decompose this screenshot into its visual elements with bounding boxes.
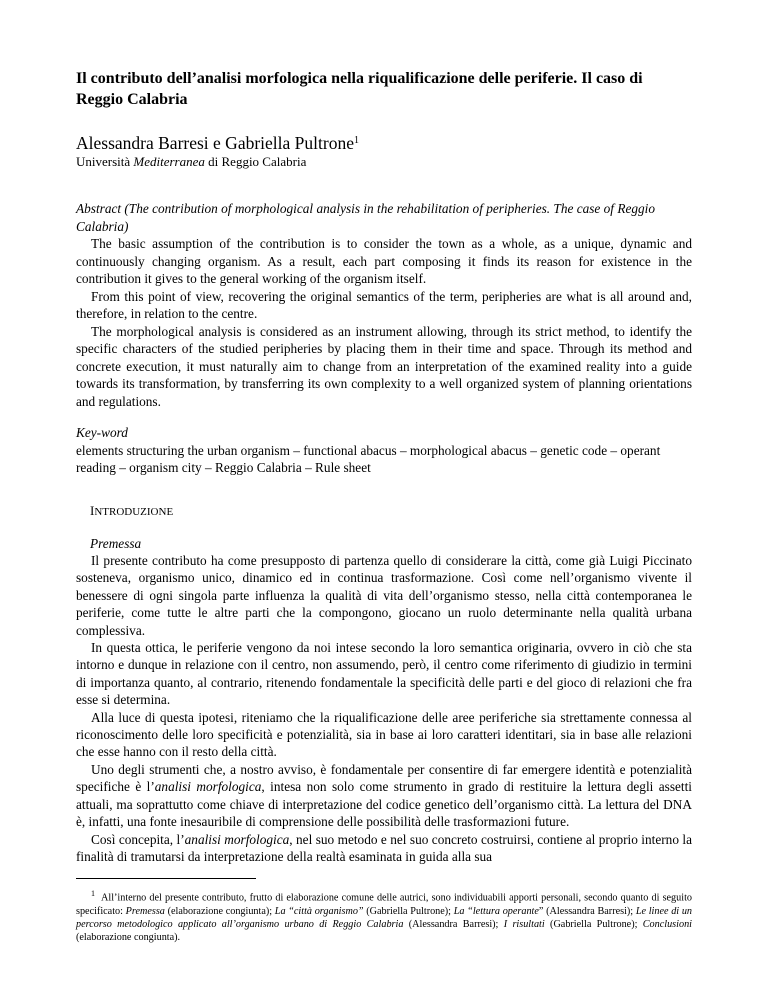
body-paragraph: Il presente contributo ha come presupposto di partenza quello di considerare la città, come già Luigi Piccinato sosteneva, organismo unico, dinamico ed in continua trasformazione. Così come nell’organismo vivente il benessere di ogni singola parte influenza la qualità di vita dell’organismo stesso, nella città contemporanea le periferie, come tutte le altre parti che la compongono, giocano un ruolo determinante nella qualità urbana complessiva. (76, 553, 692, 638)
section-heading-cap: I (90, 502, 95, 518)
body-text-run: , nel suo metodo e nel suo concreto costruirsi, contiene al proprio interno la finalità di tramutarsi da interpretazione della realtà esaminata in guida alla sua (76, 831, 692, 864)
footnote-run: (elaborazione congiunta). (76, 932, 181, 943)
affiliation-italic: Mediterranea (133, 154, 205, 169)
body-paragraph: Alla luce di questa ipotesi, riteniamo che la riqualificazione delle aree periferiche sia strettamente connessa al riconoscimento delle loro specificità e potenzialità, sia in base ai loro caratteri identitari, sia in base alle relazioni che esse hanno con il resto della città. (76, 709, 692, 760)
footnote-run: (Gabriella Pultrone); (544, 918, 643, 930)
footnote-mark: 1 (91, 889, 95, 898)
footnote-italic-run: La “lettura operante (453, 905, 539, 917)
body-italic-run: analisi morfologica (154, 779, 262, 795)
footnote-italic-run: La “città organismo” (274, 905, 364, 917)
footnote-italic-run: I risultati (503, 918, 545, 930)
body-paragraph: In questa ottica, le periferie vengono da noi intese secondo la loro semantica originaria, ovvero in ciò che sta intorno e dunque in relazione con il centro, non assumendo, però, il centro come riferimento di giudizio in termini di importanza quanto, al contrario, ritenendo fondamentale la specificità delle parti e del gioco di relazioni che fra esse si determina. (76, 640, 692, 708)
affiliation (76, 154, 692, 170)
abstract-title: Abstract (The contribution of morphological analysis in the rehabilitation of peripheries. The case of Reggio Calabria) (76, 201, 655, 234)
footnote-run: (Gabriella Pultrone); (363, 905, 454, 917)
subsection-heading: Premessa (90, 535, 142, 551)
body-paragraph (76, 831, 692, 866)
abstract-paragraph: From this point of view, recovering the original semantics of the term, peripheries are what is all around and, therefore, in relation to the centre. (76, 288, 692, 321)
footnote-divider (76, 878, 256, 879)
author-footnote-mark: 1 (353, 135, 359, 146)
footnote-italic-run: Conclusioni (642, 918, 692, 930)
abstract-paragraph: The basic assumption of the contribution is to consider the town as a whole, as a unique, dynamic and continuously changing organism. As a result, each part composing it finds its reason for existence in the contribution it gives to the general working of the organism itself. (76, 236, 692, 286)
affiliation-pre: Università (76, 154, 134, 169)
keyword-label: Key-word (76, 425, 128, 440)
body-paragraph (76, 761, 692, 831)
authors: Alessandra Barresi e Gabriella Pultrone (76, 133, 354, 153)
footnote-italic-run: Premessa (125, 905, 165, 917)
author-line (76, 133, 692, 153)
body-text (76, 552, 692, 865)
body-text-run: , intesa non solo come strumento in grado di restituire la lettura degli assetti attuali, ma soprattutto come chiave di interpretazione del codice genetico dell’organismo città. La lettura del DNA è, infatti, una fonte inesauribile di comprensione delle possibilità delle trasformazioni future. (76, 779, 692, 830)
affiliation-post: di Reggio Calabria (204, 154, 307, 169)
body-italic-run: analisi morfologica (184, 831, 290, 847)
paper-title: Il contributo dell’analisi morfologica nella riqualificazione delle periferie. Il caso di Reggio Calabria (76, 70, 643, 108)
footnote (76, 887, 692, 944)
footnote-run: (Alessandra Barresi); (403, 918, 504, 930)
body-text-run: Così concepita, l’ (91, 831, 185, 847)
footnote-run: (elaborazione congiunta); (164, 905, 275, 917)
abstract-paragraph: The morphological analysis is considered as an instrument allowing, through its strict method, to identify the specific characters of the studied peripheries by placing them in their time and space. Through its method and concrete execution, it must naturally aim to change from an interpretation of the examined reality into a guide towards its transformation, by transferring its own complexity to a well organized system of planning orientations and regulations. (76, 323, 692, 409)
section-heading (90, 504, 692, 519)
footnote-run: ” (Alessandra Barresi); (538, 905, 636, 917)
section-heading-rest: NTRODUZIONE (94, 505, 174, 518)
footnote-run: All’interno del presente contributo, frutto di elaborazione comune delle autrici, sono individuabili apporti personali, secondo quanto di seguito specificato: (76, 892, 692, 917)
paper-page (76, 68, 692, 865)
keywords: elements structuring the urban organism – functional abacus – morphological abacus – genetic code – operant reading – organism city – Reggio Calabria – Rule sheet (76, 442, 661, 475)
body-text-run: Uno degli strumenti che, a nostro avviso, è fondamentale per consentire di far emergere identità e potenzialità specifiche è l’ (76, 761, 692, 795)
footnote-italic-run: Le linee di un percorso metodologico applicato all’organismo urbano di Reggio Calabria (76, 905, 693, 930)
